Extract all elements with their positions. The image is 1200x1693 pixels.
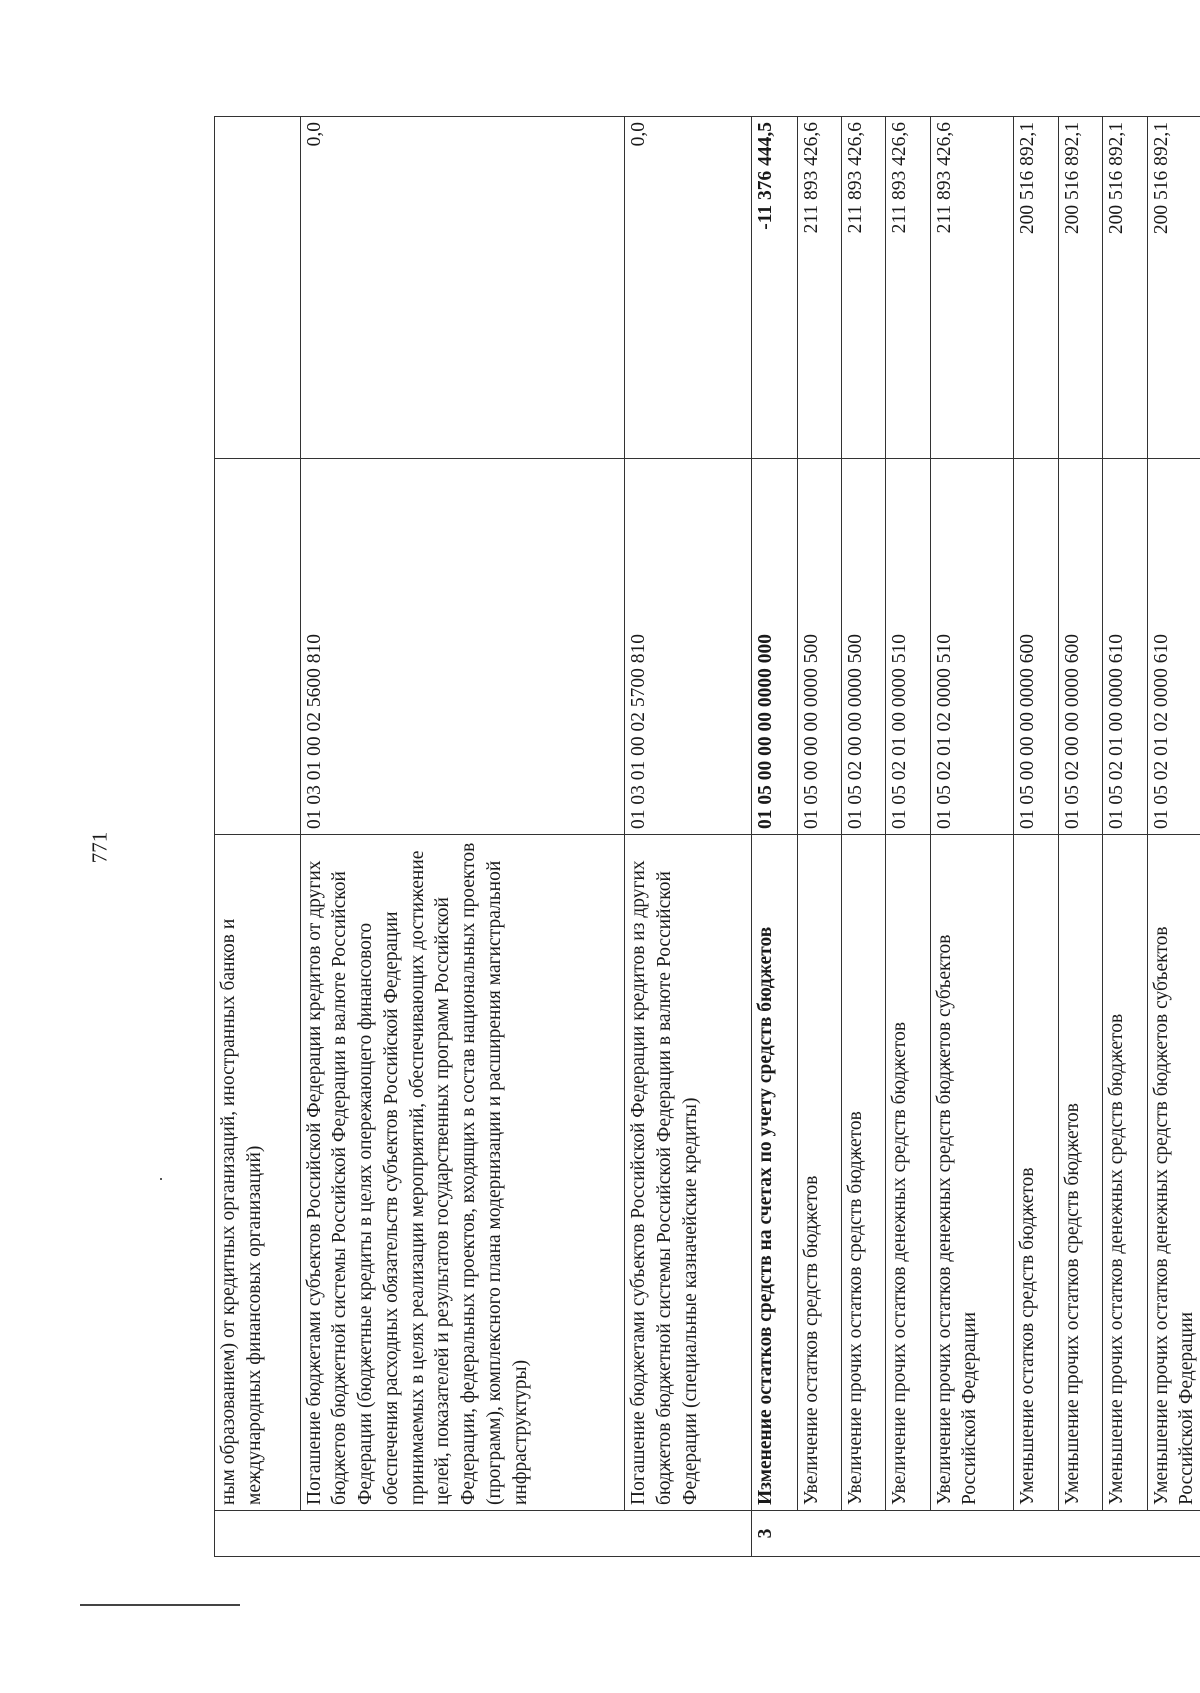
budget-sources-table bbox=[214, 116, 1200, 1557]
row-value: 211 893 426,6 bbox=[842, 117, 886, 459]
row-name: Уменьшение прочих остатков денежных средств бюджетов субъектов Российской Федерации bbox=[1147, 835, 1200, 1511]
row-code bbox=[215, 459, 301, 835]
row-value: 200 516 892,1 bbox=[1147, 117, 1200, 459]
row-value: 0,0 bbox=[300, 117, 624, 459]
row-code: 01 05 02 01 00 0000 510 bbox=[886, 459, 930, 835]
table-row bbox=[1059, 117, 1103, 1557]
row-value: 200 516 892,1 bbox=[1059, 117, 1103, 459]
row-code: 01 05 02 01 02 0000 510 bbox=[930, 459, 1013, 835]
row-code: 01 05 02 00 00 0000 600 bbox=[1059, 459, 1103, 835]
row-code: 01 05 00 00 00 0000 000 bbox=[752, 459, 798, 835]
row-code: 01 05 02 00 00 0000 500 bbox=[842, 459, 886, 835]
scan-speck bbox=[160, 1178, 162, 1180]
row-name: Увеличение прочих остатков денежных средств бюджетов субъектов Российской Федерации bbox=[930, 835, 1013, 1511]
row-name: Увеличение прочих остатков денежных средств бюджетов bbox=[886, 835, 930, 1511]
row-name: ным образованием) от кредитных организаций, иностранных банков и международных финансовых организаций) bbox=[215, 835, 301, 1511]
table-row bbox=[842, 117, 886, 1557]
rotated-table-container bbox=[214, 117, 1200, 1557]
row-code: 01 03 01 00 02 5600 810 bbox=[300, 459, 624, 835]
row-number bbox=[215, 1511, 752, 1557]
row-code: 01 05 00 00 00 0000 500 bbox=[797, 459, 841, 835]
table-row bbox=[797, 117, 841, 1557]
table-row bbox=[300, 117, 624, 1557]
row-code: 01 05 02 01 00 0000 610 bbox=[1103, 459, 1147, 835]
row-name: Увеличение прочих остатков средств бюджетов bbox=[842, 835, 886, 1511]
row-name: Уменьшение прочих остатков денежных средств бюджетов bbox=[1103, 835, 1147, 1511]
table-row bbox=[752, 117, 798, 1557]
row-code: 01 03 01 00 02 5700 810 bbox=[625, 459, 752, 835]
row-name: Увеличение остатков средств бюджетов bbox=[797, 835, 841, 1511]
row-value: 200 516 892,1 bbox=[1013, 117, 1059, 459]
row-value: 211 893 426,6 bbox=[930, 117, 1013, 459]
row-value bbox=[215, 117, 301, 459]
row-name: Погашение бюджетами субъектов Российской Федерации кредитов из других бюджетов бюджетной системы Российской Федерации в валюте Российской Федерации (специальные казначейские кредиты) bbox=[625, 835, 752, 1511]
row-value: 200 516 892,1 bbox=[1103, 117, 1147, 459]
table-row bbox=[930, 117, 1013, 1557]
row-name: Изменение остатков средств на счетах по учету средств бюджетов bbox=[752, 835, 798, 1511]
row-value: 211 893 426,6 bbox=[886, 117, 930, 459]
row-code: 01 05 02 01 02 0000 610 bbox=[1147, 459, 1200, 835]
table-row bbox=[215, 117, 301, 1557]
table-row bbox=[1147, 117, 1200, 1557]
table-row bbox=[625, 117, 752, 1557]
row-name: Уменьшение остатков средств бюджетов bbox=[1013, 835, 1059, 1511]
row-number: 3 bbox=[752, 1511, 1200, 1557]
page-number: 771 bbox=[87, 831, 112, 864]
row-code: 01 05 00 00 00 0000 600 bbox=[1013, 459, 1059, 835]
row-name: Погашение бюджетами субъектов Российской Федерации кредитов от других бюджетов бюджетной системы Российской Федерации в валюте Российской Федерации (бюджетные кредиты в целях опережающего финансового обеспечения расходных обязательств субъектов Российской Федерации принимаемых в целях реализации мероприятий, обеспечивающих достижение целей, показателей и результатов государственных программ Российской Федерации, федеральных проектов, входящих в состав национальных проектов (программ), комплексного плана модернизации и расширения магистральной инфраструктуры) bbox=[300, 835, 624, 1511]
footnote-rule bbox=[80, 1604, 240, 1606]
row-name: Уменьшение прочих остатков средств бюджетов bbox=[1059, 835, 1103, 1511]
row-value: 211 893 426,6 bbox=[797, 117, 841, 459]
table-row bbox=[1103, 117, 1147, 1557]
row-value: 0,0 bbox=[625, 117, 752, 459]
row-value: -11 376 444,5 bbox=[752, 117, 798, 459]
table-row bbox=[1013, 117, 1059, 1557]
table-row bbox=[886, 117, 930, 1557]
